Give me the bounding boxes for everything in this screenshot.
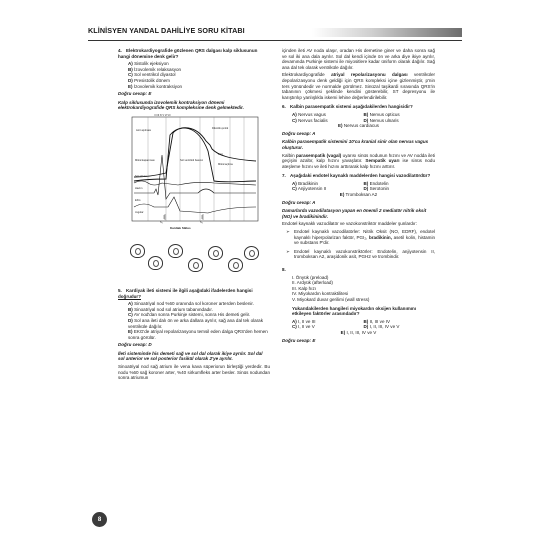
arrow-bullet-icon: ➢ <box>286 229 290 235</box>
option-b[interactable]: B) II, III ve IV <box>363 318 391 324</box>
cardiac-cycle-figure <box>118 115 270 237</box>
label-mitral-acilmasi: Mitral açılma <box>218 162 233 166</box>
option-e[interactable]: E) Tromboksan A2 <box>339 192 378 198</box>
option-e[interactable]: E) Nervus cardiacus <box>338 123 379 129</box>
option-a[interactable]: A) Bradikinin <box>292 180 319 186</box>
label-sol-ventrikul: Sol ventrikül basıncı <box>180 158 204 162</box>
option-a[interactable]: A) Sinoatriyal nod %60 oranında sol koroner arterden beslenir. <box>128 301 254 307</box>
heart-phase-6-icon <box>228 258 243 272</box>
explanation-6: Kalbin parasempatik sistemini 10'cu kranial sinir olan nervus vagus oluşturur. <box>282 139 429 150</box>
label-aort-acilmasi: Aort açılması <box>136 128 152 132</box>
question-5: 5. Kardiyak ileti sistemi ile ilgili aşağıdaki ifadelerden hangisi doğrudur? <box>118 287 253 299</box>
option-a[interactable]: A) Sistolik ejeksiyon <box>128 61 169 67</box>
option-d[interactable]: D) Sol ana ileti dalı ön ve arka dallara ayrılır, sağ ana dal tek olarak ventriküle dağılır. <box>128 317 263 329</box>
option-d[interactable]: D) Presistolik dönem <box>128 77 170 83</box>
answer-5: Doğru cevap: D <box>118 342 152 348</box>
question-7-options <box>292 181 435 192</box>
label-jugular: Jugular <box>135 210 144 214</box>
answer-7: Doğru cevap: A <box>282 199 316 205</box>
explanation-4: Kalp siklusunda izovolemik kontraksiyon dönemi elektrokardiyografide QRS kompleksine denk gelmektedir. <box>118 99 244 111</box>
option-e[interactable]: E) I, II, III, IV ve V <box>340 329 377 335</box>
question-8-items <box>292 275 435 303</box>
figure-caption: Kardiak Siklus <box>170 225 191 230</box>
label-hacim: Hacim <box>135 186 143 190</box>
paragraph-repolarization: Elektrokardiyografide atriyal repolarizasyonu dalgası ventriküler depolarizasyonu denk geldiği için QRS kompleksi içine gizlenmiştir, p'nin ters yönündedir ve normalde görülmez. Sinüzal taşikardi sırasında QRS'in tabanının çökmesi şeklinde kendini gösterebilir, ST depresyonu ile karıştırılıp yanlışlıkla iskemi lehine değerlendirilebilir. <box>282 72 435 100</box>
option-d[interactable]: D) Nervus ulnaris <box>363 117 399 123</box>
answer-4: Doğru cevap: E <box>118 91 152 97</box>
roman-item: II. Ardyük (afterload) <box>292 280 333 286</box>
roman-item: V. Miyokard duvar gerilimi (wall stress) <box>292 296 370 302</box>
option-c[interactable]: C) Anjiyotensin II <box>292 186 327 192</box>
option-b[interactable]: B) Sinoatriyal nod sol atrium tabanındadır. <box>128 306 213 312</box>
paragraph-sa-node: Sinoatriyal nod sağ atrium ile vena kava süperiorun birleştiği yerdedir. Bu nodu %60 sağ koroner arter, %40 sirkumfleks arter besler. Sinüs nodundan sonra atriumun <box>118 364 270 381</box>
question-8: 8. <box>282 267 286 272</box>
question-8-stem: Yukarıdakilerden hangileri miyokardın oksijen kullanımını etkileyen faktörler arasındadır? <box>292 305 417 317</box>
heart-phase-icons <box>130 242 260 282</box>
label-sol-atrium: Sol atrium <box>135 174 147 178</box>
question-4: 4. Elektrokardiyografide gözlenen QRS dalgası kalp siklusunun hangi dönemine denk gelir? <box>118 48 258 59</box>
heart-phase-2-icon <box>148 256 163 270</box>
book-title: KLİNİSYEN YANDAL DAHİLİYE SORU KİTABI <box>88 26 245 35</box>
question-6: 6. Kalbin parasempatik sistemi aşağıdakilerden hangisidir? <box>282 104 413 110</box>
left-column <box>118 48 270 383</box>
heart-phase-4-icon <box>188 258 203 272</box>
explanation-5: İleti sisteminde his demeti sağ ve sol dal olarak ikiye ayrılır. Sol dal sol anterior ve sol posterior fasikül olarak 2'ye ayrılır. <box>118 350 263 362</box>
heart-phase-5-icon <box>208 246 223 260</box>
bullet-vasoconstrictors: ➢ Endotel kaynaklı vazokonstriktörler: Endotelin, anjiyotensin II, tromboksan A2, araşidonik asit, PGH2 ve trombindir. <box>286 249 435 262</box>
heart-phase-3-icon <box>168 244 183 258</box>
label-dikrotik: Dikrotik çentik <box>212 126 229 130</box>
option-a[interactable]: A) Nervus vagus <box>292 111 326 117</box>
header-gradient-bar <box>312 28 462 37</box>
arrow-bullet-icon: ➢ <box>286 248 290 254</box>
page-number-badge: 8 <box>92 512 107 527</box>
heart-phase-7-icon <box>244 246 259 260</box>
option-c[interactable]: C) Nervus facialis <box>292 117 328 123</box>
option-b[interactable]: B) İzovolemik relaksasyon <box>128 66 182 72</box>
explanation-7: Damarlarda vazodilatasyon yapan en önemli 2 mediatör nitrik oksit (NO) ve bradikinindir. <box>282 208 427 219</box>
answer-6: Doğru cevap: A <box>282 130 316 136</box>
roman-item: III. Kalp hızı <box>292 285 317 291</box>
option-e[interactable]: E) İzovolemik kontraksiyon <box>128 83 183 89</box>
paragraph-endothelial: Endotel kaynaklı vazodilatör ve vazokonstriktör maddeler şunlardır: <box>282 221 417 227</box>
question-6-options <box>292 112 435 123</box>
label-ekg: EKG <box>135 198 141 202</box>
question-5-options <box>128 301 270 340</box>
question-7: 7. Aşağıdaki endotel kaynaklı maddelerden hangisi vazodilatördür? <box>282 173 431 179</box>
option-a[interactable]: A) I, II ve III <box>292 318 316 324</box>
paragraph-conduction: içinden ileti AV noda ulaşır, oradan His demetine giner ve daha sonra sağ ve sol iki ana dala ayrılır. Sol dal kendi içinde ön ve arka diye ikiye ayrılır, devamında Purkinje sistemi ile miyositlere kadar üniform olarak dağılır. Sağ ana dal tek olarak ventriküle dağılır. <box>282 48 435 70</box>
label-s1: S₁ <box>160 220 163 224</box>
label-aort: Aort <box>218 152 223 156</box>
bullet-vasodilators: ➢ Endotel kaynaklı vazodilatörler: Nitrik Oksit (NO, EDRF), endotel kaynaklı hiperpolarizan faktör, PGI₂, bradikinin, asetil kolin, histamin ve substans P'dir. <box>286 229 435 248</box>
phase-labels: I II III IV V VI VII <box>154 114 171 117</box>
roman-item: I. Önyük (preload) <box>292 274 329 280</box>
option-b[interactable]: B) Endotelin <box>363 180 389 186</box>
option-e[interactable]: E) EKG'de atriyal repolarizasyonu temsil eden dalga QRS'den hemen sonra görülür. <box>128 329 268 340</box>
answer-8: Doğru cevap: E <box>282 337 316 343</box>
question-4-options <box>128 61 270 89</box>
option-c[interactable]: C) AV nod'dan sonra Purkinje sistemi, sonra His demeti gelir. <box>128 312 251 318</box>
option-c[interactable]: C) I, II ve V <box>292 324 315 330</box>
option-b[interactable]: B) Nervus opticus <box>363 111 400 117</box>
heart-phase-1-icon <box>130 244 145 258</box>
question-8-options <box>292 319 435 330</box>
paragraph-autonomic: Kalbin parasempatik (vagal) uyarısı sinüs nodunun hızını ve AV nodda ileti geçişini azaltır, kalp hızını yavaşlatır. Sempatik uyarı ise sinüs nodu ateşleme hızını ve ileti hızını arttırarak kalp hızını arttırır. <box>282 152 435 169</box>
roman-item: IV. Miyokardın kontraktilitesi <box>292 291 349 297</box>
right-column <box>282 48 435 346</box>
option-d[interactable]: D) I, II, III, IV ve V <box>363 324 400 330</box>
option-c[interactable]: C) Sol ventrikül diyastol <box>128 72 176 78</box>
label-mitral-kapanmasi: Mitral kapanması <box>135 158 155 162</box>
page-header <box>88 26 462 41</box>
option-d[interactable]: D) Serotonin <box>363 186 390 192</box>
label-s2: S₂ <box>200 220 203 224</box>
